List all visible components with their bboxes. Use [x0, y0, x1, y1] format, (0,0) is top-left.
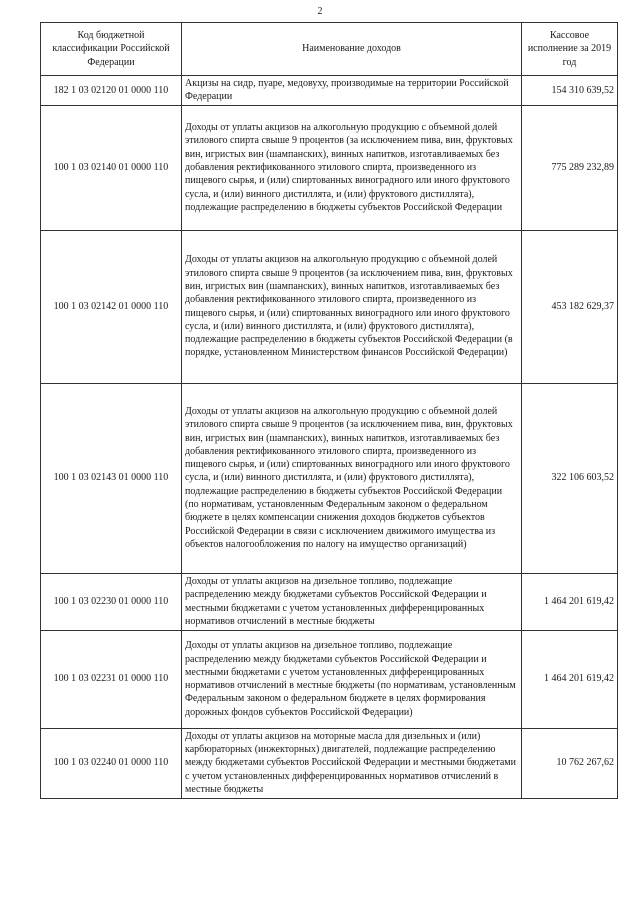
revenue-name: Доходы от уплаты акцизов на дизельное топливо, подлежащие распределению между бюджетами субъектов Российской Федерации и местными бюджетами с учетом установленных дифференцированных нормативов отчислений в местные бюджеты (по нормативам, установленным Федеральным законом о федеральном бюджете в целях формирования дорожных фондов субъектов Российской Федерации)	[182, 630, 522, 728]
revenue-amount: 1 464 201 619,42	[522, 630, 618, 728]
budget-code: 100 1 03 02240 01 0000 110	[41, 728, 182, 798]
revenue-name: Доходы от уплаты акцизов на алкогольную продукцию с объемной долей этилового спирта свыше 9 процентов (за исключением пива, вин, фруктовых вин, игристых вин (шампанских), винных напитков, изготавливаемых без добавления ректификованного этилового спирта, произведенного из пищевого сырья, и (или) спиртованных виноградного или иного фруктового сусла, и (или) винного дистиллята, и (или) фруктового дистиллята), подлежащие распределению в бюджеты субъектов Российской Федерации (в порядке, установленном Министерством финансов Российской Федерации)	[182, 230, 522, 383]
budget-code: 100 1 03 02143 01 0000 110	[41, 383, 182, 573]
revenue-amount: 154 310 639,52	[522, 76, 618, 106]
budget-code: 100 1 03 02140 01 0000 110	[41, 105, 182, 230]
table-row	[41, 105, 618, 230]
budget-code: 182 1 03 02120 01 0000 110	[41, 76, 182, 106]
table-row	[41, 630, 618, 728]
revenue-name: Доходы от уплаты акцизов на алкогольную продукцию с объемной долей этилового спирта свыше 9 процентов (за исключением пива, вин, фруктовых вин, игристых вин (шампанских), винных напитков, изготавливаемых без добавления ректификованного этилового спирта, произведенного из пищевого сырья, и (или) спиртованных виноградного или иного фруктового сусла, и (или) винного дистиллята, и (или) фруктового дистиллята), подлежащие распределению в бюджеты субъектов Российской Федерации	[182, 105, 522, 230]
revenue-amount: 453 182 629,37	[522, 230, 618, 383]
table-row	[41, 76, 618, 106]
revenue-name: Доходы от уплаты акцизов на алкогольную продукцию с объемной долей этилового спирта свыше 9 процентов (за исключением пива, вин, фруктовых вин, игристых вин (шампанских), винных напитков, изготавливаемых без добавления ректификованного этилового спирта, произведенного из пищевого сырья, и (или) спиртованных виноградного или иного фруктового сусла, и (или) винного дистиллята, и (или) фруктового дистиллята), подлежащие распределению в бюджеты субъектов Российской Федерации (по нормативам, установленным Федеральным законом о федеральном бюджете в целях компенсации снижения доходов бюджетов субъектов Российской Федерации в связи с исключением движимого имущества из объектов налогообложения по налогу на имущество организаций)	[182, 383, 522, 573]
budget-code: 100 1 03 02230 01 0000 110	[41, 573, 182, 630]
revenue-name: Доходы от уплаты акцизов на моторные масла для дизельных и (или) карбюраторных (инжекторных) двигателей, подлежащие распределению между бюджетами субъектов Российской Федерации и местными бюджетами с учетом установленных дифференцированных нормативов отчислений в местные бюджеты	[182, 728, 522, 798]
header-amount: Кассовое исполнение за 2019 год	[522, 23, 618, 76]
header-name: Наименование доходов	[182, 23, 522, 76]
table-row	[41, 383, 618, 573]
revenue-amount: 322 106 603,52	[522, 383, 618, 573]
page-number: 2	[317, 6, 323, 17]
revenue-amount: 10 762 267,62	[522, 728, 618, 798]
revenue-amount: 1 464 201 619,42	[522, 573, 618, 630]
table-row	[41, 728, 618, 798]
table-row	[41, 573, 618, 630]
budget-code: 100 1 03 02142 01 0000 110	[41, 230, 182, 383]
budget-code: 100 1 03 02231 01 0000 110	[41, 630, 182, 728]
revenue-table	[40, 22, 618, 799]
table-row	[41, 230, 618, 383]
table-header-row	[41, 23, 618, 76]
revenue-amount: 775 289 232,89	[522, 105, 618, 230]
revenue-name: Акцизы на сидр, пуаре, медовуху, производимые на территории Российской Федерации	[182, 76, 522, 106]
revenue-name: Доходы от уплаты акцизов на дизельное топливо, подлежащие распределению между бюджетами субъектов Российской Федерации и местными бюджетами с учетом установленных дифференцированных нормативов отчислений в местные бюджеты	[182, 573, 522, 630]
header-code: Код бюджетной классификации Российской Федерации	[41, 23, 182, 76]
